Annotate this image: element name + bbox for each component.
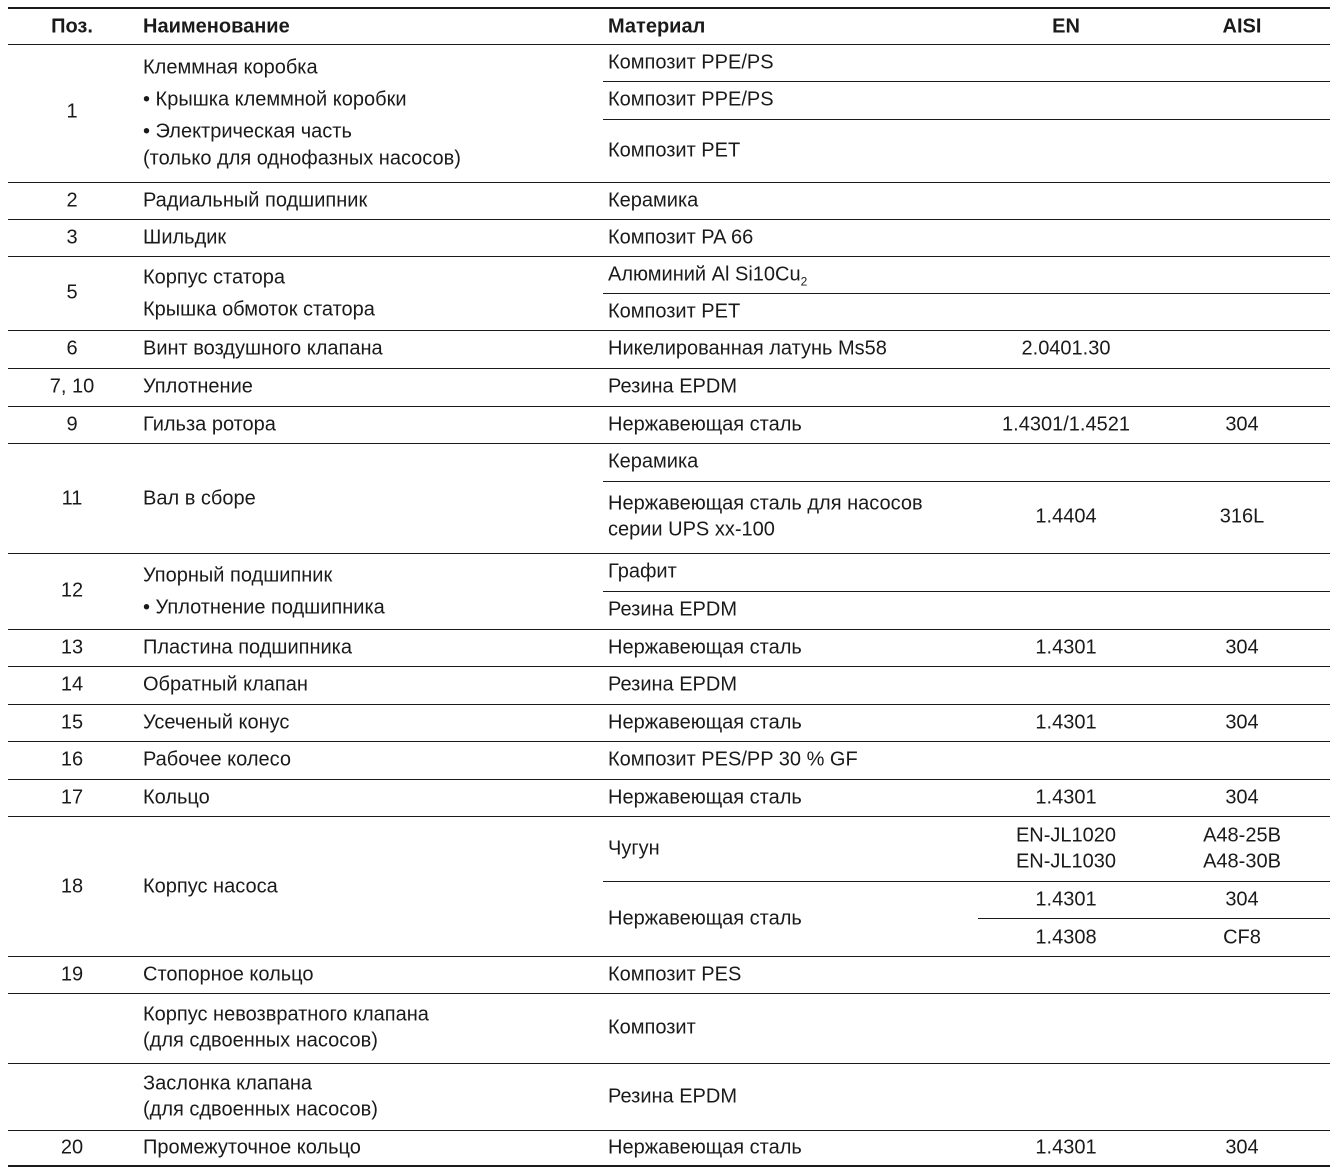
material-cell: Композит — [608, 1016, 696, 1039]
sub-divider — [603, 119, 1330, 120]
material-cell: Композит PA 66 — [608, 226, 754, 248]
en-cell: EN-JL1030 — [1015, 850, 1117, 872]
pos-cell: 19 — [60, 963, 84, 985]
row-divider — [8, 443, 1330, 444]
material-cell: Нержавеющая сталь — [608, 786, 802, 808]
name-cell: Корпус насоса — [143, 875, 278, 898]
sub-divider — [603, 81, 1330, 82]
name-cell: Шильдик — [143, 226, 227, 248]
material-cell: Резина EPDM — [608, 598, 737, 621]
aisi-cell: CF8 — [1223, 926, 1261, 949]
material-cell: Нержавеющая сталь — [608, 1136, 802, 1159]
row-divider — [8, 956, 1330, 957]
material-cell: Композит PPE/PS — [608, 51, 774, 73]
header-material: Материал — [608, 15, 706, 38]
material-cell: Графит — [608, 560, 677, 583]
header-pos: Поз. — [51, 15, 93, 38]
sub-divider — [603, 881, 1330, 882]
en-cell: 1.4301 — [1035, 711, 1097, 733]
name-cell: Гильза ротора — [143, 413, 276, 435]
material-cell: Композит PET — [608, 300, 741, 322]
pos-cell: 18 — [60, 875, 84, 898]
row-divider — [8, 816, 1330, 817]
en-cell: 1.4301 — [1035, 786, 1097, 808]
row-divider — [8, 993, 1330, 994]
row-divider — [8, 1130, 1330, 1131]
name-cell: Рабочее колесо — [143, 748, 291, 771]
pos-cell: 16 — [60, 748, 84, 771]
pos-cell: 7, 10 — [49, 375, 95, 398]
material-cell: Композит PES — [608, 963, 742, 985]
material-cell: серии UPS xx-100 — [608, 518, 775, 541]
material-cell: Керамика — [608, 189, 699, 211]
name-cell: Заслонка клапана — [143, 1072, 313, 1094]
pos-cell: 15 — [60, 711, 84, 733]
pos-cell: 11 — [61, 487, 83, 510]
header-aisi: AISI — [1222, 15, 1262, 38]
row-divider — [8, 741, 1330, 742]
aisi-cell: 304 — [1225, 413, 1259, 435]
name-cell: (для сдвоенных насосов) — [143, 1098, 378, 1120]
name-cell: Кольцо — [143, 786, 210, 808]
en-cell: 1.4301 — [1035, 1136, 1097, 1159]
name-cell: • Уплотнение подшипника — [143, 596, 385, 619]
row-divider — [8, 553, 1330, 554]
en-cell: 1.4301 — [1035, 636, 1097, 658]
sub-divider — [603, 591, 1330, 592]
name-cell: Упорный подшипник — [143, 564, 333, 587]
material-cell: Чугун — [608, 837, 660, 859]
pos-cell: 3 — [66, 226, 78, 248]
material-cell: Композит PET — [608, 139, 741, 161]
pos-cell: 2 — [66, 189, 78, 211]
material-cell: Алюминий Al $Si10Cu_2$ — [608, 263, 808, 288]
name-cell: Усеченый конус — [143, 711, 290, 733]
name-cell: Вал в сборе — [143, 487, 256, 510]
header-name: Наименование — [143, 15, 290, 38]
name-cell: Винт воздушного клапана — [143, 337, 383, 360]
aisi-cell: 304 — [1225, 786, 1259, 808]
material-cell: Композит PES/PP 30 % GF — [608, 748, 858, 771]
aisi-cell: 304 — [1225, 711, 1259, 733]
pos-cell: 6 — [66, 337, 78, 360]
name-cell: Уплотнение — [143, 375, 253, 398]
material-cell: Резина EPDM — [608, 673, 737, 696]
sub-divider — [603, 293, 1330, 294]
row-divider — [8, 406, 1330, 407]
pos-cell: 14 — [60, 673, 84, 696]
material-cell: Никелированная латунь Ms58 — [608, 337, 887, 360]
row-divider — [8, 219, 1330, 220]
aisi-cell: A48-30B — [1203, 850, 1281, 872]
en-cell: 1.4404 — [1035, 505, 1097, 528]
material-cell: Резина EPDM — [608, 375, 737, 398]
header-rule — [8, 44, 1330, 45]
row-divider — [8, 629, 1330, 630]
material-cell: Нержавеющая сталь — [608, 413, 802, 435]
name-cell: • Крышка клеммной коробки — [143, 88, 407, 111]
material-cell: Керамика — [608, 450, 699, 473]
name-cell: Корпус невозвратного клапана — [143, 1003, 429, 1026]
row-divider — [8, 256, 1330, 257]
name-cell: Клеммная коробка — [143, 56, 318, 79]
sub-divider — [603, 481, 1330, 482]
pos-cell: 17 — [60, 786, 84, 808]
pos-cell: 20 — [60, 1136, 84, 1159]
aisi-cell: A48-25B — [1203, 824, 1281, 846]
row-divider — [8, 704, 1330, 705]
en-cell: 2.0401.30 — [1021, 337, 1111, 360]
row-divider — [8, 182, 1330, 183]
en-cell: 1.4301/1.4521 — [1002, 413, 1130, 435]
header-en: EN — [1052, 15, 1080, 38]
material-cell: Нержавеющая сталь — [608, 711, 802, 733]
name-cell: • Электрическая часть — [143, 120, 352, 143]
material-cell: Резина EPDM — [608, 1085, 737, 1107]
name-cell: Обратный клапан — [143, 673, 308, 696]
en-cell: 1.4308 — [1035, 926, 1097, 949]
name-cell: (только для однофазных насосов) — [143, 147, 461, 170]
table-bottom-rule — [8, 1165, 1330, 1167]
aisi-cell: 316L — [1219, 505, 1265, 528]
aisi-cell: 304 — [1225, 888, 1259, 911]
name-cell: Крышка обмоток статора — [143, 298, 375, 321]
table-top-rule — [8, 7, 1330, 9]
name-cell: Промежуточное кольцо — [143, 1136, 361, 1159]
pos-cell: 13 — [60, 636, 84, 658]
name-cell: Радиальный подшипник — [143, 189, 368, 211]
material-cell: Нержавеющая сталь — [608, 907, 802, 929]
sub-divider — [978, 918, 1330, 919]
aisi-cell: 304 — [1225, 1136, 1259, 1159]
en-cell: 1.4301 — [1035, 888, 1097, 911]
name-cell: Пластина подшипника — [143, 636, 352, 658]
name-cell: (для сдвоенных насосов) — [143, 1029, 378, 1052]
row-divider — [8, 368, 1330, 369]
material-cell: Композит PPE/PS — [608, 88, 774, 111]
pos-cell: 9 — [66, 413, 78, 435]
row-divider — [8, 330, 1330, 331]
pos-cell: 5 — [66, 281, 78, 304]
row-divider — [8, 666, 1330, 667]
en-cell: EN-JL1020 — [1015, 824, 1117, 846]
aisi-cell: 304 — [1225, 636, 1259, 658]
pos-cell: 12 — [60, 579, 84, 602]
pos-cell: 1 — [66, 100, 78, 123]
material-cell: Нержавеющая сталь — [608, 636, 802, 658]
row-divider — [8, 779, 1330, 780]
name-cell: Стопорное кольцо — [143, 963, 314, 985]
subscript: 2 — [800, 274, 808, 288]
material-cell: Нержавеющая сталь для насосов — [608, 492, 923, 515]
name-cell: Корпус статора — [143, 266, 285, 289]
row-divider — [8, 1063, 1330, 1064]
